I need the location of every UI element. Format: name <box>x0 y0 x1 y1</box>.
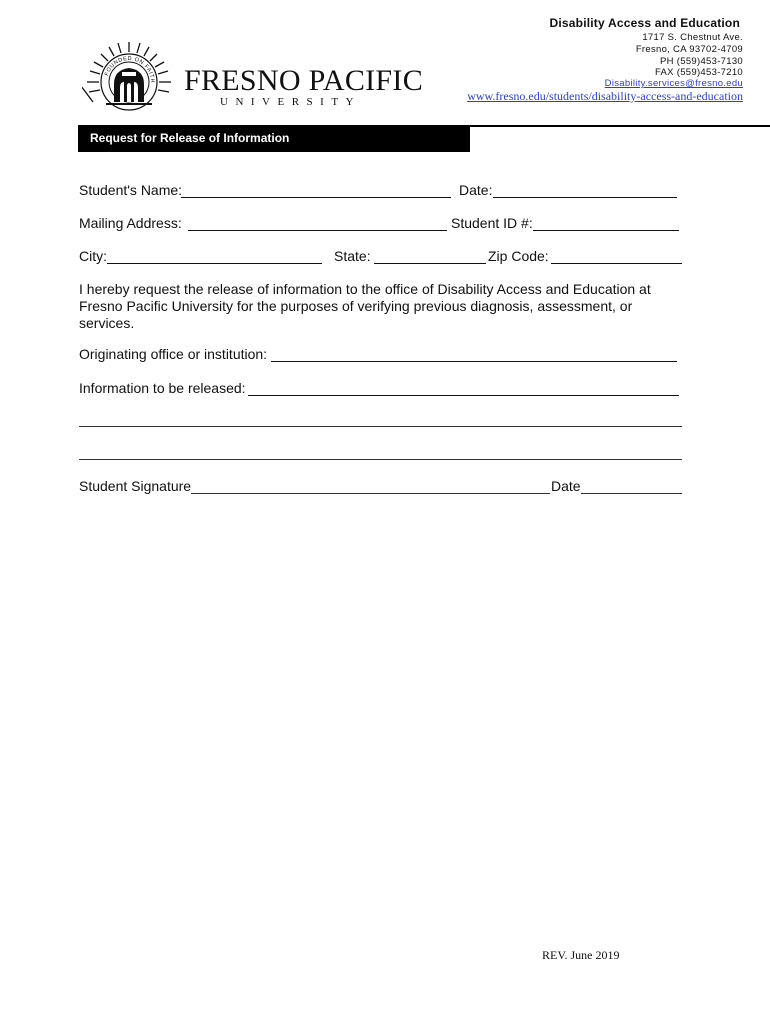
office-name: Disability Access and Education <box>549 16 740 30</box>
phone-number: PH (559)453-7130 <box>660 56 743 67</box>
zip-code-label: Zip Code: <box>488 248 549 264</box>
state-label: State: <box>334 248 371 264</box>
information-released-line-2[interactable] <box>79 426 682 427</box>
city-field[interactable] <box>107 263 322 264</box>
student-name-label: Student's Name: <box>79 182 183 198</box>
email-link[interactable]: Disability.services@fresno.edu <box>604 78 743 89</box>
mailing-address-label: Mailing Address: <box>79 215 182 231</box>
website-link[interactable]: www.fresno.edu/students/disability-access-and-education <box>467 89 743 103</box>
fax-number: FAX (559)453-7210 <box>654 67 743 78</box>
revision-date: REV. June 2019 <box>542 948 620 962</box>
address-line-1: 1717 S. Chestnut Ave. <box>642 32 743 43</box>
student-signature-field[interactable] <box>191 493 550 494</box>
seal-text: FOUNDED ON FAITH <box>104 55 156 84</box>
date-field[interactable] <box>493 197 677 198</box>
release-statement: I hereby request the release of information to the office of Disability Access and Education at Fresno Pacific University for the purposes of verifying previous diagnosis, assessment, or services. <box>79 281 651 331</box>
mailing-address-field[interactable] <box>188 230 447 231</box>
form-title: Request for Release of Information <box>90 131 290 145</box>
zip-code-field[interactable] <box>551 263 682 264</box>
information-released-label: Information to be released: <box>79 380 246 396</box>
address-line-2: Fresno, CA 93702-4709 <box>635 44 743 55</box>
student-id-field[interactable] <box>533 230 679 231</box>
university-subword: UNIVERSITY <box>220 96 361 108</box>
date-label: Date: <box>459 182 493 198</box>
state-field[interactable] <box>374 263 486 264</box>
signature-date-label: Date <box>551 478 581 494</box>
information-released-field[interactable] <box>248 395 679 396</box>
originating-office-label: Originating office or institution: <box>79 346 268 362</box>
university-wordmark: FRESNO PACIFIC <box>184 64 424 97</box>
city-label: City: <box>79 248 107 264</box>
student-signature-label: Student Signature <box>79 478 192 494</box>
student-name-field[interactable] <box>181 197 451 198</box>
signature-date-field[interactable] <box>581 493 682 494</box>
information-released-line-3[interactable] <box>79 459 682 460</box>
originating-office-field[interactable] <box>271 361 677 362</box>
student-id-label: Student ID #: <box>451 215 533 231</box>
